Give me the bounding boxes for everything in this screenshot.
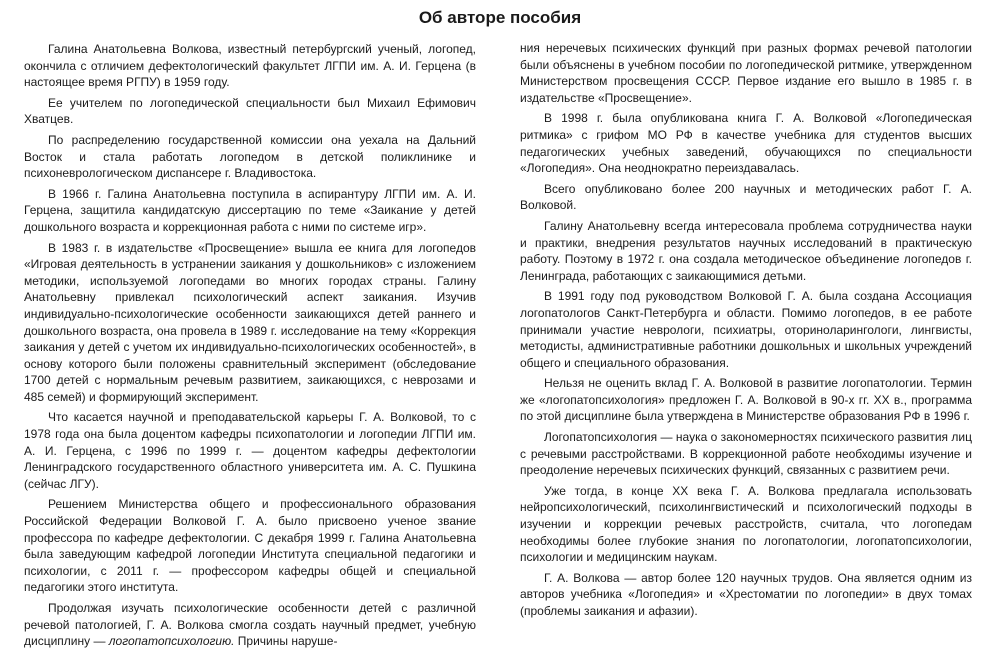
paragraph: По распределению государственной комиссии она уехала на Дальний Восток и стала работать логопедом в детской поликлинике и психоневрологическом диспансере г. Владивостока. — [24, 132, 476, 181]
paragraph-text: Продолжая изучать психологические особенности детей с различной речевой патологией, Г. А. Волкова смогла создать научный предмет, учебную дисциплину — — [24, 601, 476, 649]
paragraph: Галина Анатольевна Волкова, известный петербургский ученый, логопед, окончила с отличием дефектологический факультет ЛГПИ им. А. И. Герцена (в настоящее время РГПУ) в 1959 году. — [24, 42, 476, 90]
italic-term: логопатопсихологию. — [108, 634, 235, 649]
paragraph: Всего опубликовано более 200 научных и методических работ Г. А. Волковой. — [520, 181, 972, 213]
left-column — [24, 41, 476, 654]
paragraph: Нельзя не оценить вклад Г. А. Волковой в развитие логопатологии. Термин же «логопатопсихология» предложен Г. А. Волковой в 90-х гг. XX в., программа по этой дисциплине была утверждена в Министерстве образования РФ в 1996 г. — [520, 376, 972, 424]
paragraph: В 1998 г. была опубликована книга Г. А. Волковой «Логопедическая ритмика» с грифом МО РФ в качестве учебника для студентов высших педагогических учебных заведений, обучающихся по специальности «Логопедия». Она неоднократно переиздавалась. — [520, 111, 972, 176]
paragraph: В 1966 г. Галина Анатольевна поступила в аспирантуру ЛГПИ им. А. И. Герцена, защитила кандидатскую диссертацию по теме «Заикание у детей дошкольного возраста и коррекционная работа с ними по системе игр». — [24, 186, 476, 234]
paragraph: Ее учителем по логопедической специальности был Михаил Ефимович Хватцев. — [24, 95, 476, 127]
page-title: Об авторе пособия — [418, 8, 582, 27]
paragraph: Что касается научной и преподавательской карьеры Г. А. Волковой, то с 1978 года она была доцентом кафедры психопатологии и логопедии ЛГПИ им. А. И. Герцена, с 1996 по 1999 г. — доцентом кафедры дефектологии Ленинградского государственного областного университета им. А. С. Пушкина (сейчас ЛГУ). — [24, 410, 476, 491]
paragraph: Галину Анатольевну всегда интересовала проблема сотрудничества науки и практики, внедрения результатов научных исследований в практическую работу. Поэтому в 1972 г. она создала методическое объединение логопедов г. Ленинграда, работающих с заикающимися детьми. — [520, 218, 972, 283]
right-column — [520, 41, 972, 624]
paragraph: В 1991 году под руководством Волковой Г. А. была создана Ассоциация логопатологов Санкт-Петербурга и области. Помимо логопедов, в ее работе принимали участие неврологи, психиатры, оториноларингологи, лингвисты, методисты, административные работники дошкольных и школьных учреждений общего и специального образования. — [520, 289, 972, 370]
paragraph: Уже тогда, в конце XX века Г. А. Волкова предлагала использовать нейропсихологический, психолингвистический и психологический подходы в изучении и коррекции речевых расстройств, считала, что логопедам необходимы более глубокие знания по логопатологии, логопатопсихологии, психологии и медицинским наукам. — [520, 483, 972, 565]
paragraph-last-left — [24, 600, 476, 650]
paragraph: В 1983 г. в издательстве «Просвещение» вышла ее книга для логопедов «Игровая деятельность в устранении заикания у дошкольников» с изложением методики, используемой логопедами во многих городах страны. Галину Анатольевну привлекал психологический аспект заикания. Изучив индивидуально-психологические особенности заикающихся детей раннего и дошкольного возраста, она провела в 1989 г. исследование на тему «Коррекция заикания у детей с учетом их индивидуально-психологических особенностей», в основу которого были положены сравнительный эксперимент (обследование 1700 детей с нормальным речевым развитием, заикающихся, с неврозами и 485 семей) и формирующий эксперимент. — [24, 240, 476, 404]
paragraph: Логопатопсихология — наука о закономерностях психического развития лиц с речевыми расстройствами. В коррекционной работе необходимы изучение и преодоление неречевых психических функций, связанных с развитием речи. — [520, 430, 972, 478]
paragraph-continuation: ния неречевых психических функций при разных формах речевой патологии были объяснены в учебном пособии по логопедической ритмике, утвержденном Министерством просвещения СССР. Первое издание его вышло в 1985 г. в издательстве «Просвещение». — [520, 41, 972, 105]
paragraph: Г. А. Волкова — автор более 120 научных трудов. Она является одним из авторов учебника «Логопедия» и «Хрестоматии по логопедии» в двух томах (проблемы заикания и афазии). — [520, 570, 972, 618]
paragraph-text: Причины наруше- — [234, 634, 338, 649]
paragraph: Решением Министерства общего и профессионального образования Российской Федерации Волковой Г. А. было присвоено ученое звание профессора по кафедре дефектологии. С декабря 1999 г. Галина Анатольевна была заведующим кафедрой логопедии Института специальной педагогики и психологии, с 2011 г. — профессором кафедры общей и специальной педагогики этого института. — [24, 497, 476, 595]
